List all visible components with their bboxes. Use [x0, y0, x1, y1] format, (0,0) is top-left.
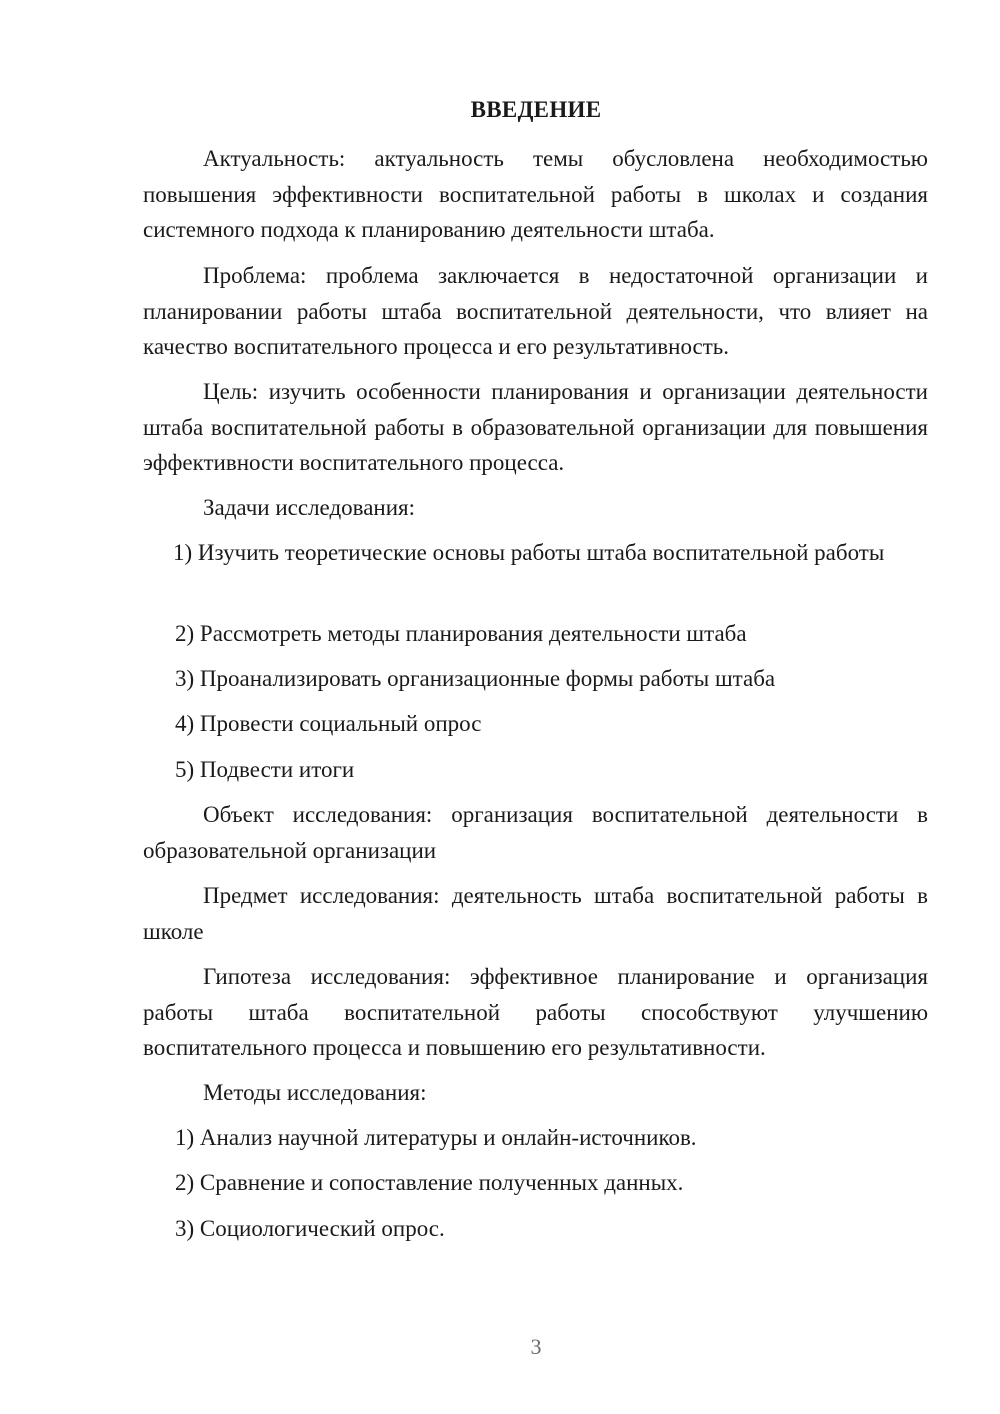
- object-paragraph: Объект исследования: организация воспитательной деятельности в образовательной организации: [143, 802, 928, 863]
- tasks-heading: Задачи исследования:: [203, 495, 416, 520]
- methods-heading: Методы исследования:: [203, 1080, 427, 1105]
- task-item-2: 2) Рассмотреть методы планирования деятельности штаба: [175, 621, 747, 646]
- subject-paragraph: Предмет исследования: деятельность штаба воспитательной работы в школе: [143, 883, 928, 944]
- method-item-2: 2) Сравнение и сопоставление полученных данных.: [175, 1170, 684, 1195]
- method-item-1: 1) Анализ научной литературы и онлайн-источников.: [175, 1125, 697, 1150]
- section-title: ВВЕДЕНИЕ: [470, 97, 602, 122]
- goal-paragraph: Цель: изучить особенности планирования и организации деятельности штаба воспитательной работы в образовательной организации для повышения эффективности воспитательного процесса.: [143, 379, 928, 475]
- method-item-3: 3) Социологический опрос.: [175, 1216, 445, 1241]
- task-item-5: 5) Подвести итоги: [175, 757, 355, 782]
- task-item-4: 4) Провести социальный опрос: [175, 711, 482, 736]
- hypothesis-paragraph: Гипотеза исследования: эффективное планирование и организация работы штаба воспитательной работы способствуют улучшению воспитательного процесса и повышению его результативности.: [143, 964, 928, 1060]
- task-item-3: 3) Проанализировать организационные формы работы штаба: [175, 666, 776, 691]
- relevance-paragraph: Актуальность: актуальность темы обусловлена необходимостью повышения эффективности воспитательной работы в школах и создания системного подхода к планированию деятельности штаба.: [143, 146, 928, 242]
- task-item-1: 1) Изучить теоретические основы работы штаба воспитательной работы: [173, 540, 885, 565]
- page-number: 3: [530, 1334, 542, 1359]
- problem-paragraph: Проблема: проблема заключается в недостаточной организации и планировании работы штаба воспитательной деятельности, что влияет на качество воспитательного процесса и его результативность.: [143, 263, 928, 359]
